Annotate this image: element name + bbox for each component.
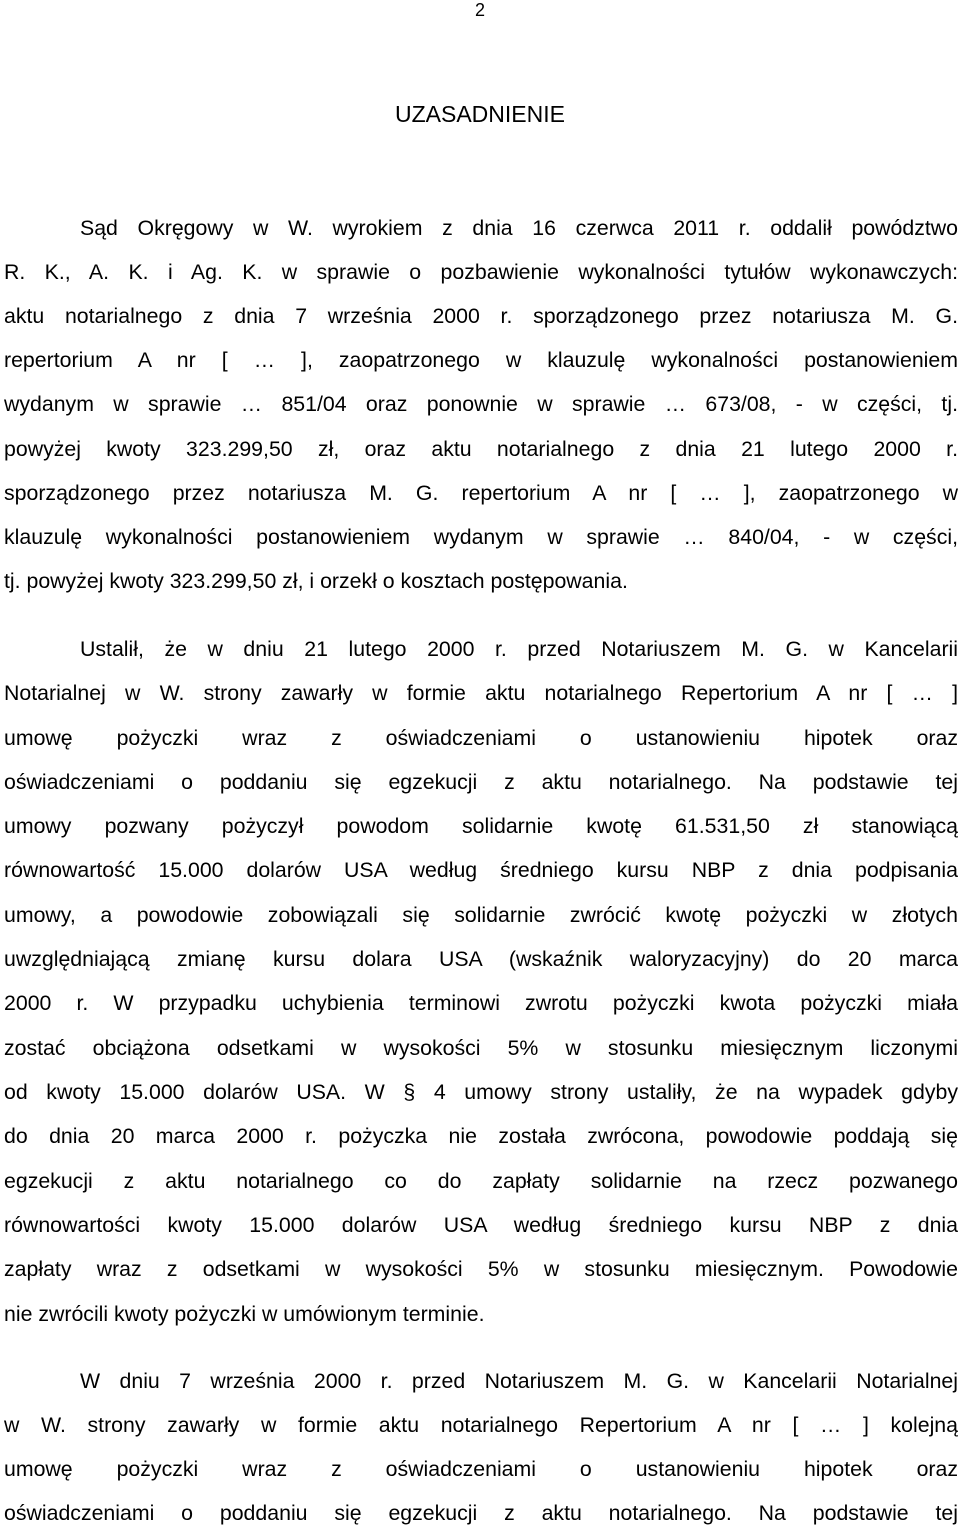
page-number: 2 bbox=[474, 0, 485, 20]
paragraph-2-line: zapłaty wraz z odsetkami w wysokości 5% w stosunku miesięcznym. Powodowie bbox=[4, 1257, 958, 1281]
paragraph-3-line: umowę pożyczki wraz z oświadczeniami o ustanowieniu hipotek oraz bbox=[4, 1457, 958, 1481]
paragraph-2-line: zostać obciążona odsetkami w wysokości 5% w stosunku miesięcznym liczonymi bbox=[4, 1036, 958, 1060]
paragraph-2-line: równowartość 15.000 dolarów USA według średniego kursu NBP z dnia podpisania bbox=[4, 858, 958, 882]
paragraph-1-line: wydanym w sprawie … 851/04 oraz ponownie w sprawie … 673/08, - w części, tj. bbox=[4, 392, 958, 416]
paragraph-3-line: W dniu 7 września 2000 r. przed Notariuszem M. G. w Kancelarii Notarialnej bbox=[80, 1369, 958, 1393]
paragraph-1-line: tj. powyżej kwoty 323.299,50 zł, i orzekł o kosztach postępowania. bbox=[4, 569, 628, 593]
paragraph-1-line: sporządzonego przez notariusza M. G. repertorium A nr [ … ], zaopatrzonego w bbox=[4, 481, 958, 505]
paragraph-2-line: 2000 r. W przypadku uchybienia terminowi zwrotu pożyczki kwota pożyczki miała bbox=[4, 991, 958, 1015]
document-heading: UZASADNIENIE bbox=[395, 101, 565, 127]
paragraph-2-line: do dnia 20 marca 2000 r. pożyczka nie została zwrócona, powodowie poddają się bbox=[4, 1124, 958, 1148]
paragraph-2-line: uwzględniającą zmianę kursu dolara USA (wskaźnik waloryzacyjny) do 20 marca bbox=[4, 947, 958, 971]
paragraph-1-line: powyżej kwoty 323.299,50 zł, oraz aktu notarialnego z dnia 21 lutego 2000 r. bbox=[4, 437, 958, 461]
paragraph-3-line: oświadczeniami o poddaniu się egzekucji z aktu notarialnego. Na podstawie tej bbox=[4, 1501, 958, 1525]
paragraph-1-line: Sąd Okręgowy w W. wyrokiem z dnia 16 czerwca 2011 r. oddalił powództwo bbox=[80, 216, 958, 240]
paragraph-2-line: Notarialnej w W. strony zawarły w formie aktu notarialnego Repertorium A nr [ … ] bbox=[4, 681, 958, 705]
paragraph-2-line: Ustalił, że w dniu 21 lutego 2000 r. przed Notariuszem M. G. w Kancelarii bbox=[80, 637, 958, 661]
paragraph-2-line: od kwoty 15.000 dolarów USA. W § 4 umowy strony ustaliły, że na wypadek gdyby bbox=[4, 1080, 958, 1104]
paragraph-2-line: równowartości kwoty 15.000 dolarów USA według średniego kursu NBP z dnia bbox=[4, 1213, 958, 1237]
paragraph-2-line: umowy pozwany pożyczył powodom solidarnie kwotę 61.531,50 zł stanowiącą bbox=[4, 814, 958, 838]
paragraph-2-line: nie zwrócili kwoty pożyczki w umówionym terminie. bbox=[4, 1302, 485, 1326]
paragraph-2-line: egzekucji z aktu notarialnego co do zapłaty solidarnie na rzecz pozwanego bbox=[4, 1169, 958, 1193]
paragraph-2-line: oświadczeniami o poddaniu się egzekucji z aktu notarialnego. Na podstawie tej bbox=[4, 770, 958, 794]
paragraph-1-line: repertorium A nr [ … ], zaopatrzonego w klauzulę wykonalności postanowieniem bbox=[4, 348, 958, 372]
paragraph-1-line: R. K., A. K. i Ag. K. w sprawie o pozbawienie wykonalności tytułów wykonawczych: bbox=[4, 260, 958, 284]
paragraph-3-line: w W. strony zawarły w formie aktu notarialnego Repertorium A nr [ … ] kolejną bbox=[4, 1413, 958, 1437]
paragraph-2-line: umowy, a powodowie zobowiązali się solidarnie zwrócić kwotę pożyczki w złotych bbox=[4, 903, 958, 927]
paragraph-1-line: aktu notarialnego z dnia 7 września 2000 r. sporządzonego przez notariusza M. G. bbox=[4, 304, 958, 328]
paragraph-1-line: klauzulę wykonalności postanowieniem wydanym w sprawie … 840/04, - w części, bbox=[4, 525, 958, 549]
paragraph-2-line: umowę pożyczki wraz z oświadczeniami o ustanowieniu hipotek oraz bbox=[4, 726, 958, 750]
